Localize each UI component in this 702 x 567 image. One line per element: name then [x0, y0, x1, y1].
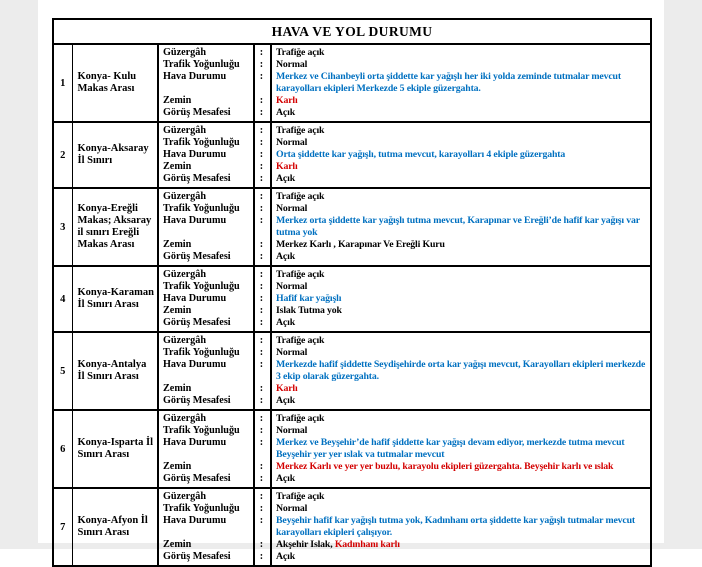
- zemin-value: [270, 539, 650, 551]
- colon-separator: :: [259, 161, 264, 172]
- colon-separator: :: [259, 317, 264, 328]
- hava-value: Merkez orta şiddette kar yağışlı tutma mevcut, Karapınar ve Ereğli’de hafif kar yağışı var tutma yok: [276, 215, 640, 238]
- route-name: Konya-Isparta İl Sınırı Arası: [72, 410, 158, 488]
- divider-line: [270, 45, 272, 121]
- colon-separator: :: [259, 269, 264, 280]
- divider-line: [253, 123, 255, 187]
- zemin-segment: Islak Tutma yok: [276, 305, 342, 316]
- divider-line: [270, 189, 272, 265]
- zemin-segment: Karlı: [276, 95, 298, 106]
- row-fields: [159, 333, 650, 409]
- field-label-hava: Hava Durumu: [163, 515, 227, 526]
- divider-line: [253, 267, 255, 331]
- row-fields: [159, 189, 650, 265]
- table-row: [53, 410, 651, 488]
- field-label-gorus: Görüş Mesafesi: [163, 551, 231, 562]
- colon-separator: :: [259, 425, 264, 436]
- colon-separator: :: [259, 437, 264, 448]
- row-fields: [159, 411, 650, 487]
- field-label-zemin: Zemin: [163, 461, 192, 472]
- colon-separator: :: [259, 359, 264, 370]
- colon-separator: :: [259, 95, 264, 106]
- field-label-trafik: Trafik Yoğunluğu: [163, 203, 240, 214]
- colon-separator: :: [259, 383, 264, 394]
- divider-line: [253, 45, 255, 121]
- colon-separator: :: [259, 239, 264, 250]
- field-label-zemin: Zemin: [163, 239, 192, 250]
- field-label-gorus: Görüş Mesafesi: [163, 173, 231, 184]
- table-row: [53, 266, 651, 332]
- route-name: Konya- Kulu Makas Arası: [72, 44, 158, 122]
- trafik-value: Normal: [276, 347, 308, 358]
- zemin-segment: Akşehir Islak,: [276, 539, 335, 550]
- zemin-segment: Karlı: [276, 161, 298, 172]
- field-label-trafik: Trafik Yoğunluğu: [163, 425, 240, 436]
- hava-value: Hafif kar yağışlı: [276, 293, 342, 304]
- colon-separator: :: [259, 107, 264, 118]
- colon-separator: :: [259, 59, 264, 70]
- colon-separator: :: [259, 473, 264, 484]
- trafik-value: Normal: [276, 503, 308, 514]
- divider-line: [270, 489, 272, 565]
- field-label-guzergah: Güzergâh: [163, 47, 207, 58]
- table-header-row: [53, 19, 651, 44]
- field-label-gorus: Görüş Mesafesi: [163, 395, 231, 406]
- gorus-value: Açık: [276, 395, 295, 406]
- colon-separator: :: [259, 503, 264, 514]
- field-label-trafik: Trafik Yoğunluğu: [163, 347, 240, 358]
- zemin-segment: Karlı: [276, 383, 298, 394]
- field-label-zemin: Zemin: [163, 383, 192, 394]
- trafik-value: Normal: [276, 425, 308, 436]
- colon-separator: :: [259, 515, 264, 526]
- gorus-value: Açık: [276, 317, 295, 328]
- field-label-gorus: Görüş Mesafesi: [163, 317, 231, 328]
- colon-separator: :: [259, 395, 264, 406]
- row-number: 3: [53, 188, 72, 266]
- colon-separator: :: [259, 293, 264, 304]
- colon-separator: :: [259, 539, 264, 550]
- zemin-segment: Merkez Karlı ve yer yer buzlu, karayolu ekipleri güzergahta. Beyşehir karlı ve ıslak: [276, 461, 614, 472]
- document-page: [38, 0, 664, 562]
- colon-separator: :: [259, 149, 264, 160]
- trafik-value: Normal: [276, 203, 308, 214]
- field-label-zemin: Zemin: [163, 161, 192, 172]
- divider-line: [270, 411, 272, 487]
- field-label-guzergah: Güzergâh: [163, 491, 207, 502]
- field-label-guzergah: Güzergâh: [163, 335, 207, 346]
- route-name: Konya-Afyon İl Sınırı Arası: [72, 488, 158, 566]
- zemin-segment: Merkez Karlı , Karapınar Ve Ereğli Kuru: [276, 239, 445, 250]
- hava-value: Merkez ve Cihanbeyli orta şiddette kar yağışlı her iki yolda zeminde tutmalar mevcut karayolları ekipleri Merkezde 5 ekiple güzergahta.: [276, 71, 621, 94]
- gorus-value: Açık: [276, 251, 295, 262]
- row-number: 6: [53, 410, 72, 488]
- gorus-value: Açık: [276, 173, 295, 184]
- colon-separator: :: [259, 281, 264, 292]
- divider-line: [270, 333, 272, 409]
- colon-separator: :: [259, 251, 264, 262]
- zemin-value: [270, 239, 650, 251]
- guzergah-value: Trafiğe açık: [276, 269, 325, 280]
- table-title: HAVA VE YOL DURUMU: [53, 19, 651, 44]
- trafik-value: Normal: [276, 137, 308, 148]
- field-label-gorus: Görüş Mesafesi: [163, 251, 231, 262]
- gorus-value: Açık: [276, 107, 295, 118]
- field-label-zemin: Zemin: [163, 305, 192, 316]
- row-fields: [159, 267, 650, 331]
- zemin-value: [270, 305, 650, 317]
- row-number: 1: [53, 44, 72, 122]
- route-name: Konya-Ereğli Makas; Aksaray il sınırı Ereğli Makas Arası: [72, 188, 158, 266]
- divider-line: [253, 333, 255, 409]
- hava-value: Merkez ve Beyşehir’de hafif şiddette kar yağışı devam ediyor, merkezde tutma mevcut Beyşehir yer yer ıslak va tutmalar mevcut: [276, 437, 625, 460]
- row-fields: [159, 123, 650, 187]
- hava-value: Beyşehir hafif kar yağışlı tutma yok, Kadınhanı orta şiddette kar yağışlı tutmalar mevcut karayolları ekipleri çalışıyor.: [276, 515, 636, 538]
- guzergah-value: Trafiğe açık: [276, 413, 325, 424]
- colon-separator: :: [259, 461, 264, 472]
- road-status-table: [52, 18, 652, 567]
- field-label-guzergah: Güzergâh: [163, 269, 207, 280]
- route-name: Konya-Karaman İl Sınırı Arası: [72, 266, 158, 332]
- field-label-zemin: Zemin: [163, 95, 192, 106]
- field-label-guzergah: Güzergâh: [163, 413, 207, 424]
- guzergah-value: Trafiğe açık: [276, 47, 325, 58]
- divider-line: [253, 411, 255, 487]
- field-label-hava: Hava Durumu: [163, 293, 227, 304]
- colon-separator: :: [259, 413, 264, 424]
- zemin-value: [270, 95, 650, 107]
- colon-separator: :: [259, 71, 264, 82]
- table-row: [53, 122, 651, 188]
- colon-separator: :: [259, 551, 264, 562]
- field-label-hava: Hava Durumu: [163, 149, 227, 160]
- field-label-trafik: Trafik Yoğunluğu: [163, 503, 240, 514]
- route-name: Konya-Aksaray İl Sınırı: [72, 122, 158, 188]
- row-number: 2: [53, 122, 72, 188]
- field-label-trafik: Trafik Yoğunluğu: [163, 281, 240, 292]
- colon-separator: :: [259, 491, 264, 502]
- table-row: [53, 332, 651, 410]
- hava-value: Orta şiddette kar yağışlı, tutma mevcut, karayolları 4 ekiple güzergahta: [276, 149, 566, 160]
- row-number: 4: [53, 266, 72, 332]
- guzergah-value: Trafiğe açık: [276, 491, 325, 502]
- colon-separator: :: [259, 125, 264, 136]
- field-label-gorus: Görüş Mesafesi: [163, 473, 231, 484]
- row-fields: [159, 489, 650, 565]
- field-label-gorus: Görüş Mesafesi: [163, 107, 231, 118]
- row-fields: [159, 45, 650, 121]
- trafik-value: Normal: [276, 281, 308, 292]
- field-label-trafik: Trafik Yoğunluğu: [163, 137, 240, 148]
- colon-separator: :: [259, 215, 264, 226]
- table-row: [53, 488, 651, 566]
- divider-line: [270, 267, 272, 331]
- field-label-guzergah: Güzergâh: [163, 125, 207, 136]
- colon-separator: :: [259, 47, 264, 58]
- guzergah-value: Trafiğe açık: [276, 335, 325, 346]
- colon-separator: :: [259, 335, 264, 346]
- row-number: 7: [53, 488, 72, 566]
- field-label-hava: Hava Durumu: [163, 359, 227, 370]
- colon-separator: :: [259, 173, 264, 184]
- field-label-hava: Hava Durumu: [163, 437, 227, 448]
- zemin-value: [270, 383, 650, 395]
- field-label-hava: Hava Durumu: [163, 71, 227, 82]
- divider-line: [253, 489, 255, 565]
- field-label-trafik: Trafik Yoğunluğu: [163, 59, 240, 70]
- colon-separator: :: [259, 191, 264, 202]
- field-label-hava: Hava Durumu: [163, 215, 227, 226]
- table-body: [53, 19, 651, 566]
- row-number: 5: [53, 332, 72, 410]
- zemin-value: [270, 161, 650, 173]
- route-name: Konya-Antalya İl Sınırı Arası: [72, 332, 158, 410]
- table-row: [53, 44, 651, 122]
- guzergah-value: Trafiğe açık: [276, 191, 325, 202]
- zemin-value: [270, 461, 650, 473]
- gorus-value: Açık: [276, 473, 295, 484]
- trafik-value: Normal: [276, 59, 308, 70]
- colon-separator: :: [259, 347, 264, 358]
- hava-value: Merkezde hafif şiddette Seydişehirde orta kar yağışı mevcut, Karayolları ekipleri merkezde 3 ekip olarak güzergahta.: [276, 359, 646, 382]
- field-label-zemin: Zemin: [163, 539, 192, 550]
- zemin-segment: Kadınhanı karlı: [334, 539, 400, 550]
- divider-line: [270, 123, 272, 187]
- colon-separator: :: [259, 203, 264, 214]
- divider-line: [253, 189, 255, 265]
- field-label-guzergah: Güzergâh: [163, 191, 207, 202]
- gorus-value: Açık: [276, 551, 295, 562]
- colon-separator: :: [259, 137, 264, 148]
- table-row: [53, 188, 651, 266]
- colon-separator: :: [259, 305, 264, 316]
- guzergah-value: Trafiğe açık: [276, 125, 325, 136]
